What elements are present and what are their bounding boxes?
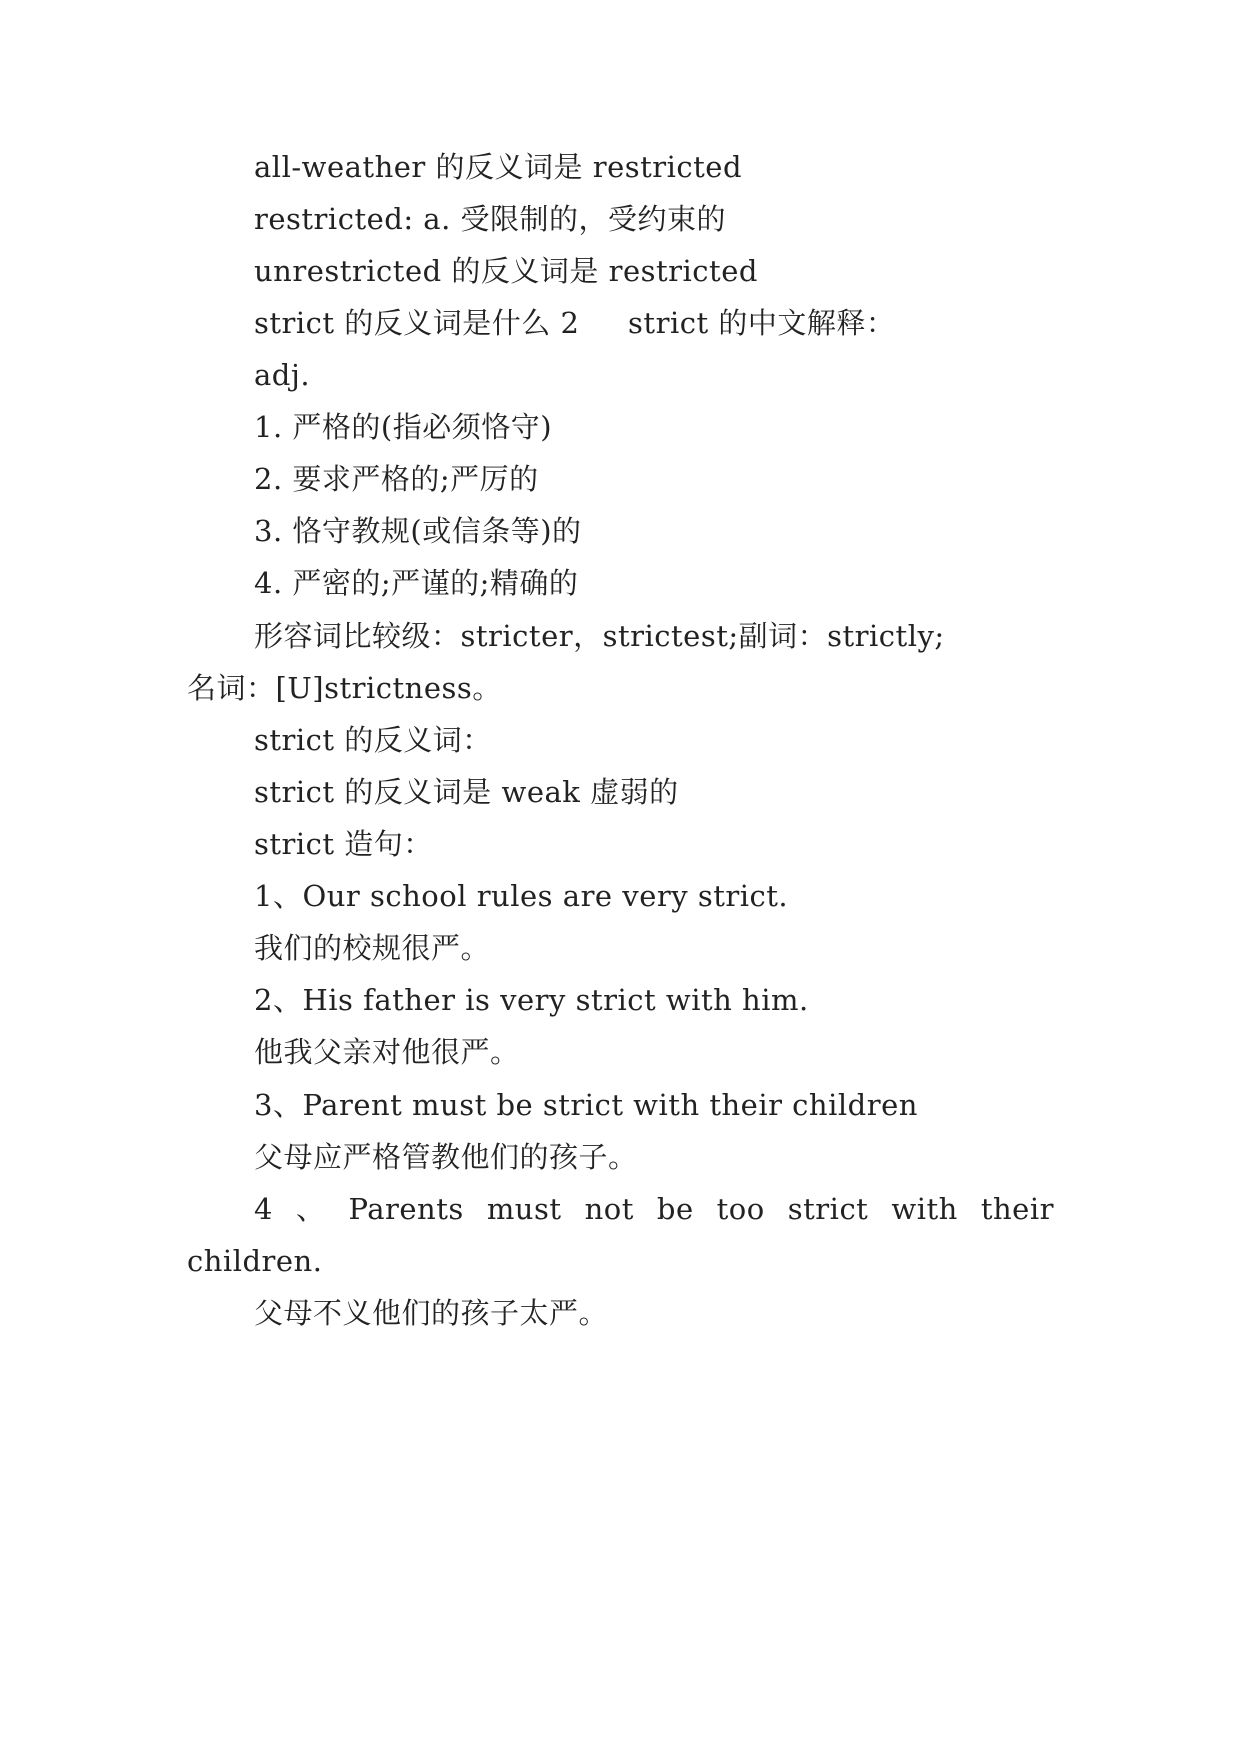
text-line-21 bbox=[254, 1189, 1054, 1229]
word: be bbox=[656, 1192, 694, 1226]
text-line-18: 他我父亲对他很严。 bbox=[254, 1035, 520, 1069]
text-line-16: 我们的校规很严。 bbox=[254, 931, 491, 965]
word: with bbox=[891, 1192, 958, 1226]
text-line-23: 父母不义他们的孩子太严。 bbox=[254, 1296, 609, 1330]
word: must bbox=[486, 1192, 562, 1226]
word: their bbox=[980, 1192, 1054, 1226]
text-line-22: children. bbox=[187, 1244, 323, 1278]
text-line-19: 3、Parent must be strict with their children bbox=[254, 1088, 918, 1122]
text-line-15: 1、Our school rules are very strict. bbox=[254, 879, 789, 913]
text-line-5: adj. bbox=[254, 358, 311, 392]
text-line-9: 4. 严密的;严谨的;精确的 bbox=[254, 566, 579, 600]
text-line-11: 名词：[U]strictness。 bbox=[187, 671, 502, 705]
text-line-2: restricted: a. 受限制的，受约束的 bbox=[254, 202, 727, 236]
text-line-6: 1. 严格的(指必须恪守) bbox=[254, 410, 553, 444]
text-line-7: 2. 要求严格的;严厉的 bbox=[254, 462, 539, 496]
word: 4 bbox=[254, 1192, 273, 1226]
word: 、 bbox=[295, 1192, 326, 1226]
word: Parents bbox=[348, 1192, 464, 1226]
word: strict bbox=[787, 1192, 869, 1226]
word: not bbox=[584, 1192, 634, 1226]
text-line-3: unrestricted 的反义词是 restricted bbox=[254, 254, 758, 288]
text-line-1: all-weather 的反义词是 restricted bbox=[254, 150, 743, 184]
text-line-8: 3. 恪守教规(或信条等)的 bbox=[254, 514, 582, 548]
text-line-10: 形容词比较级：stricter，strictest;副词：strictly; bbox=[254, 619, 945, 653]
text-line-20: 父母应严格管教他们的孩子。 bbox=[254, 1140, 638, 1174]
word: too bbox=[716, 1192, 765, 1226]
text-line-14: strict 造句： bbox=[254, 827, 433, 861]
text-line-17: 2、His father is very strict with him. bbox=[254, 983, 809, 1017]
text-line-12: strict 的反义词： bbox=[254, 723, 492, 757]
text-line-13: strict 的反义词是 weak 虚弱的 bbox=[254, 775, 679, 809]
text-line-4: strict 的反义词是什么 2 strict 的中文解释： bbox=[254, 306, 896, 340]
